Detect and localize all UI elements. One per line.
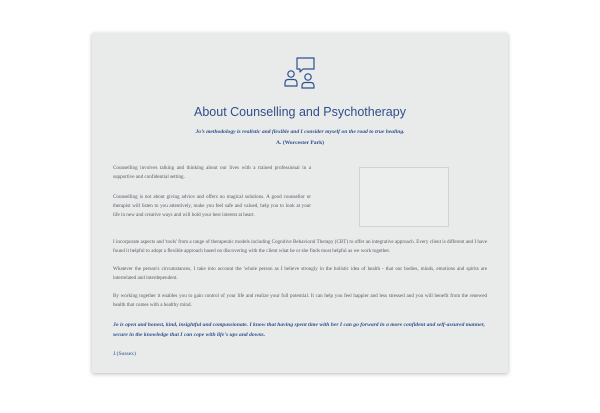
paragraph-4: Whatever the person's circumstances, I take into account the 'whole person as I believe strongly in the holistic idea of health - that our bodies, minds, emotions and spirits are interrelated and interdependent. — [113, 266, 487, 281]
page-title: About Counselling and Psychotherapy — [194, 105, 406, 119]
paragraph-3: I incorporate aspects and 'tools' from a range of therapeutic models including Cognitive Behavioral Therapy (CBT) to offer an integrative approach. Every client is different and I have found it helpful to adopt a flexible approach based on discovering with the client what he or she finds most helpful as we work together. — [113, 239, 487, 254]
image-placeholder — [359, 167, 449, 227]
intro-quote: Jo’s methodology is realistic and flexible and I consider myself on the road to true healing. — [195, 129, 405, 135]
paragraph-2: Counselling is not about giving advice and offers no magical solutions. A good counsellor or therapist will listen to you attentively, make you feel safe and valued, help you to look at your life in new and creative ways and will hold your best interest at heart. — [113, 194, 311, 218]
testimonial-quote: Jo is open and honest, kind, insightful and compassionate. I know that having spent time with her I can go forward in a more confident and self-assured manner, secure in the knowledge that I can cope with life's ups and downs. — [113, 322, 485, 338]
content-card — [92, 33, 508, 373]
paragraph-5: By working together it enables you to gain control of your life and realize your full potential. It can help you feel happier and less stressed and you will benefit from the renewed health that comes with a healthy mind. — [113, 293, 487, 308]
testimonial-author: J.(Sussex) — [113, 351, 136, 357]
counselling-icon — [283, 55, 317, 89]
paragraph-1: Counselling involves talking and thinking about our lives with a trained professional in a supportive and confidential setting. — [113, 165, 311, 180]
intro-quote-author: A. (Worcester Park) — [275, 140, 325, 146]
